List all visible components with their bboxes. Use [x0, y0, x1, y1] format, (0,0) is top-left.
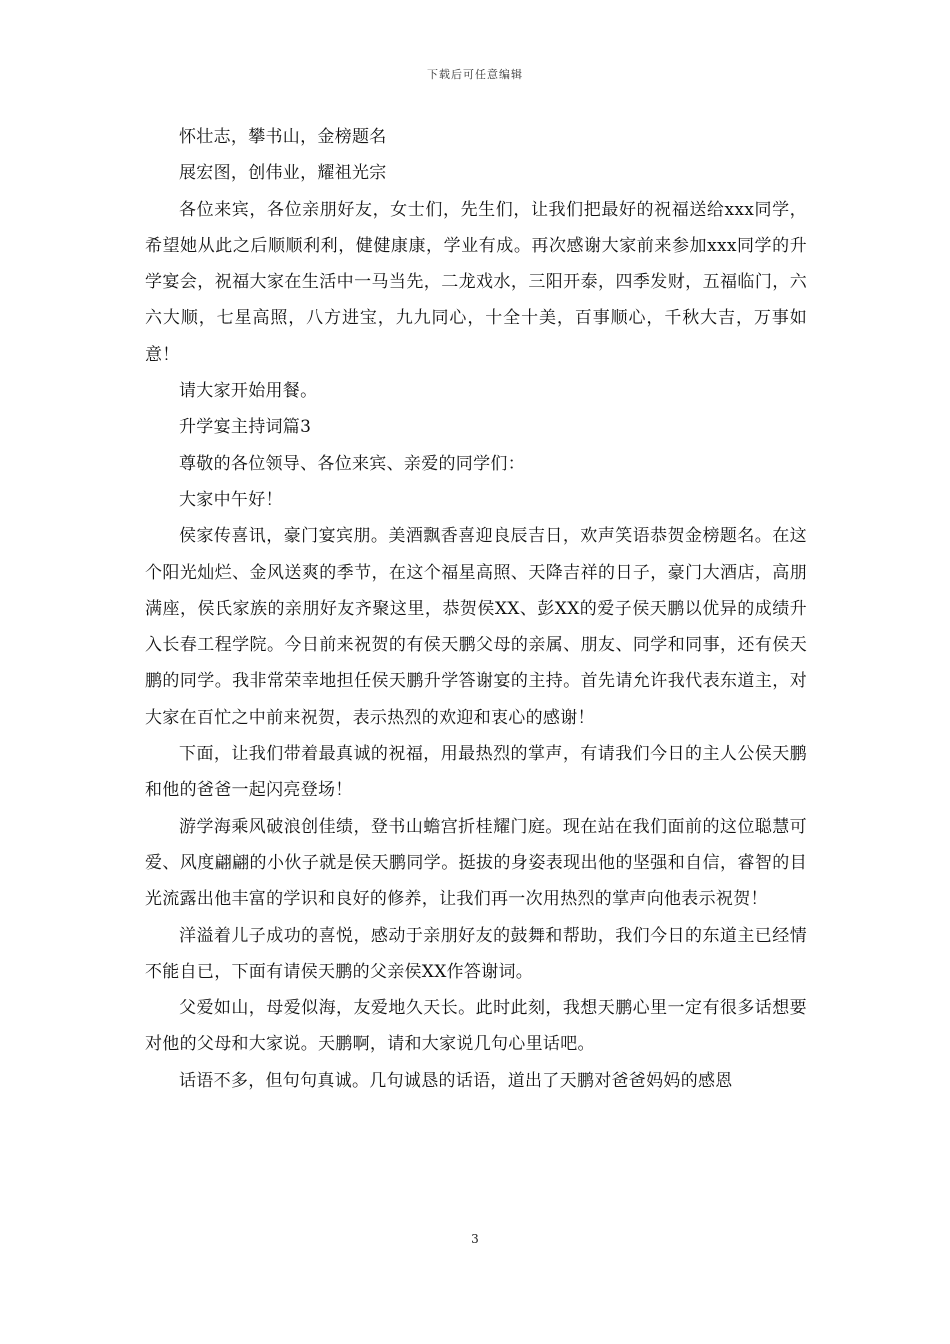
- paragraph: 请大家开始用餐。: [179, 381, 318, 402]
- paragraph: 怀壮志，攀书山，金榜题名: [179, 127, 387, 147]
- paragraph: 各位来宾，各位亲朋好友，女士们，先生们，让我们把最好的祝福送给xxx同学，希望她从此之后顺顺利利，健健康康，学业有成。再次感谢大家前来参加xxx同学的升学宴会，祝福大家在生活中一马当先，二龙戏水，三阳开泰，四季发财，五福临门，六六大顺，七星高照，八方进宝，九九同心，十全十美，百事顺心，千秋大吉，万事如意！: [145, 199, 807, 365]
- paragraph: 父爱如山，母爱似海，友爱地久天长。此时此刻，我想天鹏心里一定有很多话想要对他的父母和大家说。天鹏啊，请和大家说几句心里话吧。: [145, 998, 807, 1055]
- page-header: 下载后可任意编辑: [427, 68, 523, 81]
- paragraph: 下面，让我们带着最真诚的祝福，用最热烈的掌声，有请我们今日的主人公侯天鹏和他的爸爸一起闪亮登场！: [145, 744, 807, 801]
- paragraph: 展宏图，创伟业，耀祖光宗: [179, 163, 387, 184]
- paragraph: 侯家传喜讯，豪门宴宾朋。美酒飘香喜迎良辰吉日，欢声笑语恭贺金榜题名。在这个阳光灿烂、金风送爽的季节，在这个福星高照、天降吉祥的日子，豪门大酒店，高朋满座，侯氏家族的亲朋好友齐聚这里，恭贺侯XX、彭XX的爱子侯天鹏以优异的成绩升入长春工程学院。今日前来祝贺的有侯天鹏父母的亲属、朋友、同学和同事，还有侯天鹏的同学。我非常荣幸地担任侯天鹏升学答谢宴的主持。首先请允许我代表东道主，对大家在百忙之中前来祝贺，表示热烈的欢迎和衷心的感谢！: [145, 526, 807, 728]
- paragraph: 大家中午好！: [179, 489, 283, 510]
- document-body: [145, 119, 807, 1099]
- paragraph: 洋溢着儿子成功的喜悦，感动于亲朋好友的鼓舞和帮助，我们今日的东道主已经情不能自已，下面有请侯天鹏的父亲侯XX作答谢词。: [145, 925, 807, 982]
- paragraph: 尊敬的各位领导、各位来宾、亲爱的同学们：: [179, 453, 525, 474]
- page-number: 3: [471, 1232, 479, 1246]
- section-heading: 升学宴主持词篇3: [179, 417, 312, 438]
- paragraph: 游学海乘风破浪创佳绩，登书山蟾宫折桂耀门庭。现在站在我们面前的这位聪慧可爱、风度翩翩的小伙子就是侯天鹏同学。挺拔的身姿表现出他的坚强和自信，睿智的目光流露出他丰富的学识和良好的修养，让我们再一次用热烈的掌声向他表示祝贺！: [145, 816, 807, 910]
- paragraph: 话语不多，但句句真诚。几句诚恳的话语，道出了天鹏对爸爸妈妈的感恩: [179, 1070, 733, 1091]
